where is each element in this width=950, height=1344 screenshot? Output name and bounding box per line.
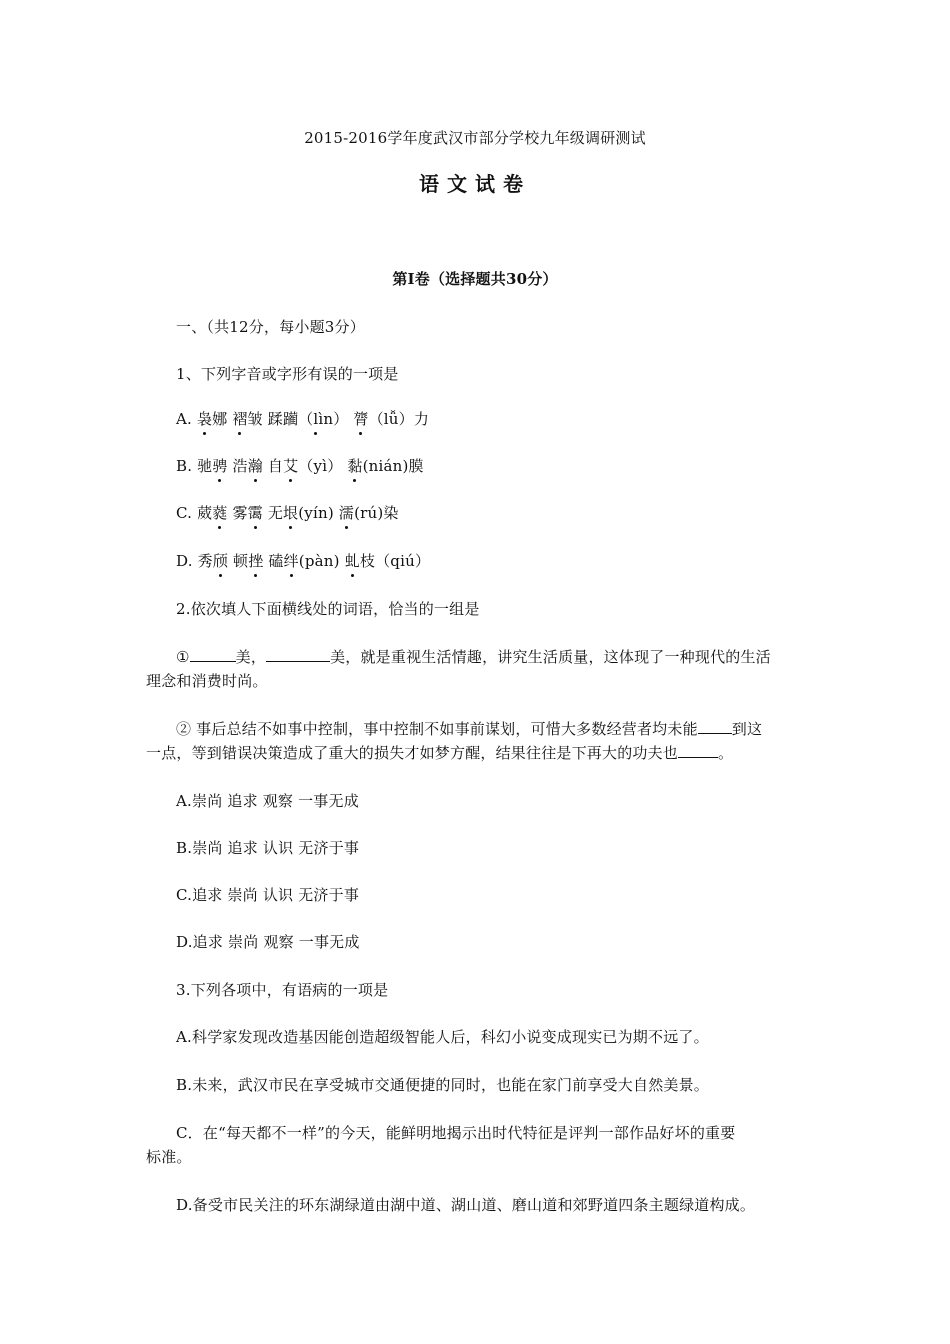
pinyin: （yì） — [298, 457, 343, 475]
question-2-sentence-1-cont: 理念和消费时尚。 — [146, 672, 268, 690]
char: 雾 — [232, 504, 248, 522]
question-1-option-c — [176, 503, 399, 523]
dotted-char: 瀚 — [247, 457, 263, 475]
dotted-char: 躏（lìn） — [282, 410, 349, 428]
char: 自 — [267, 457, 284, 475]
char: 驰 — [197, 457, 213, 475]
char: （lǚ）力 — [368, 410, 430, 428]
dotted-char: 虬 — [344, 552, 360, 570]
dotted-char: 褶 — [232, 410, 248, 428]
question-2-option-c: C.追求 崇尚 认识 无济于事 — [176, 886, 360, 904]
fill-blank — [678, 743, 718, 758]
dotted-char: 骋 — [212, 457, 228, 475]
pinyin: 枝（qiú） — [359, 552, 431, 570]
dotted-char: 垠 — [283, 504, 299, 522]
question-2-option-b: B.崇尚 追求 认识 无济于事 — [176, 839, 360, 857]
question-2-sentence-2 — [176, 719, 762, 739]
question-2-stem: 2.依次填人下面横线处的词语，恰当的一组是 — [176, 600, 480, 618]
pinyin: (nián)膜 — [362, 457, 424, 475]
question-1-stem: 1、下列字音或字形有误的一项是 — [176, 365, 399, 383]
dotted-char: 艾 — [283, 457, 299, 475]
question-1-option-d — [176, 551, 430, 571]
dotted-char: 袅 — [196, 410, 213, 428]
sentence-text: 美， — [235, 648, 267, 666]
question-2-option-a: A.崇尚 追求 观察 一事无成 — [176, 792, 359, 810]
char: 顿 — [233, 552, 249, 570]
question-2-option-d: D.追求 崇尚 观察 一事无成 — [176, 933, 360, 951]
dotted-char: 蕤 — [212, 504, 228, 522]
paper-title: 语文试卷 — [419, 172, 531, 196]
dotted-char: 濡 — [338, 504, 355, 522]
sentence-text: 。 — [718, 744, 734, 762]
char: 娜 — [212, 410, 228, 428]
question-3-option-c: C．在“每天都不一样”的今天，能鲜明地揭示出时代特征是评判一部作品好坏的重要 — [176, 1124, 736, 1142]
question-2-sentence-1 — [176, 647, 771, 667]
pinyin: (pàn) — [298, 552, 340, 570]
section-title: 第Ⅰ卷（选择题共30分） — [392, 270, 558, 288]
char: 蹂 — [267, 410, 283, 428]
pinyin: (rú)染 — [354, 504, 399, 522]
char: 葳 — [197, 504, 213, 522]
char: 无 — [267, 504, 284, 522]
fill-blank — [698, 719, 732, 734]
part-one-heading: 一、（共12分，每小题3分） — [176, 318, 365, 336]
sentence-text: 一点，等到错误决策造成了重大的损失才如梦方醒，结果往往是下再大的功夫也 — [146, 744, 679, 762]
question-1-option-b — [176, 456, 424, 476]
dotted-char: 绊 — [283, 552, 299, 570]
dotted-char: 挫 — [248, 552, 264, 570]
fill-blank — [190, 647, 236, 662]
question-3-option-a: A.科学家发现改造基因能创造超级智能人后，科幻小说变成现实已为期不远了。 — [176, 1028, 709, 1046]
dotted-char: 黏 — [347, 457, 363, 475]
option-label: C. — [176, 504, 193, 522]
option-label: A. — [176, 410, 193, 428]
option-label: D. — [176, 552, 193, 570]
question-1-option-a — [176, 409, 429, 429]
fill-blank — [266, 647, 330, 662]
sentence-text: ② 事后总结不如事中控制，事中控制不如事前谋划，可惜大多数经营者均未能 — [176, 720, 698, 738]
sentence-text: 到这 — [731, 720, 763, 738]
char: 磕 — [268, 552, 284, 570]
char: 秀 — [197, 552, 213, 570]
question-3-option-c-cont: 标准。 — [146, 1148, 192, 1166]
question-2-sentence-2-cont — [146, 743, 733, 763]
exam-title: 2015-2016学年度武汉市部分学校九年级调研测试 — [304, 129, 646, 147]
pinyin: (yín) — [298, 504, 334, 522]
option-label: B. — [176, 457, 193, 475]
question-3-option-b: B.未来，武汉市民在享受城市交通便捷的同时，也能在家门前享受大自然美景。 — [176, 1076, 709, 1094]
dotted-char: 霭 — [247, 504, 263, 522]
sentence-text: 美，就是重视生活情趣，讲究生活质量，这体现了一种现代的生活 — [330, 648, 771, 666]
char: 皱 — [247, 410, 263, 428]
question-3-stem: 3.下列各项中，有语病的一项是 — [176, 981, 389, 999]
question-3-option-d: D.备受市民关注的环东湖绿道由湖中道、湖山道、磨山道和郊野道四条主题绿道构成。 — [176, 1196, 756, 1214]
dotted-char: 膂 — [353, 410, 369, 428]
dotted-char: 颀 — [212, 552, 229, 570]
char: 浩 — [232, 457, 248, 475]
sentence-number: ① — [176, 648, 190, 666]
